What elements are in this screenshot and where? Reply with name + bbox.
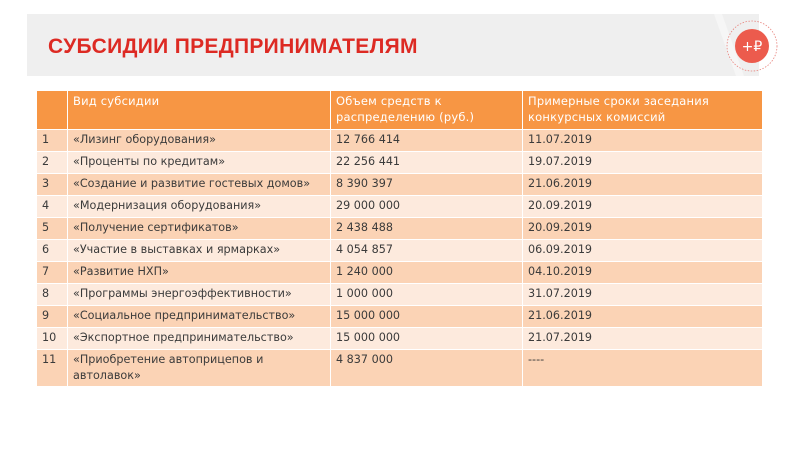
subsidy-amount: 29 000 000 <box>331 196 523 218</box>
subsidy-type: «Проценты по кредитам» <box>68 152 331 174</box>
subsidy-type: «Развитие НХП» <box>68 262 331 284</box>
subsidy-amount: 12 766 414 <box>331 130 523 152</box>
row-number: 1 <box>37 130 68 152</box>
commission-date: ---- <box>523 350 763 387</box>
subsidy-amount: 8 390 397 <box>331 174 523 196</box>
table-row <box>37 152 763 174</box>
table-row <box>37 196 763 218</box>
table-row <box>37 130 763 152</box>
subsidy-type: «Социальное предпринимательство» <box>68 306 331 328</box>
commission-date: 31.07.2019 <box>523 284 763 306</box>
row-number: 9 <box>37 306 68 328</box>
subsidy-type: «Создание и развитие гостевых домов» <box>68 174 331 196</box>
subsidy-type: «Лизинг оборудования» <box>68 130 331 152</box>
table-row <box>37 328 763 350</box>
subsidy-amount: 15 000 000 <box>331 328 523 350</box>
row-number: 5 <box>37 218 68 240</box>
table-row <box>37 284 763 306</box>
table-row <box>37 262 763 284</box>
subsidy-type: «Участие в выставках и ярмарках» <box>68 240 331 262</box>
column-header-number <box>37 91 68 130</box>
row-number: 6 <box>37 240 68 262</box>
subsidy-amount: 2 438 488 <box>331 218 523 240</box>
row-number: 3 <box>37 174 68 196</box>
commission-date: 21.07.2019 <box>523 328 763 350</box>
table-header-row <box>37 91 763 130</box>
commission-date: 04.10.2019 <box>523 262 763 284</box>
table-row <box>37 218 763 240</box>
table-row <box>37 350 763 387</box>
commission-date: 11.07.2019 <box>523 130 763 152</box>
commission-date: 19.07.2019 <box>523 152 763 174</box>
row-number: 10 <box>37 328 68 350</box>
row-number: 8 <box>37 284 68 306</box>
subsidy-type: «Модернизация оборудования» <box>68 196 331 218</box>
commission-date: 21.06.2019 <box>523 174 763 196</box>
commission-date: 20.09.2019 <box>523 196 763 218</box>
row-number: 4 <box>37 196 68 218</box>
commission-date: 21.06.2019 <box>523 306 763 328</box>
subsidy-amount: 15 000 000 <box>331 306 523 328</box>
subsidy-type: «Приобретение автоприцепов и автолавок» <box>68 350 331 387</box>
row-number: 7 <box>37 262 68 284</box>
subsidy-amount: 22 256 441 <box>331 152 523 174</box>
column-header-type: Вид субсидии <box>68 91 331 130</box>
column-header-date: Примерные сроки заседания конкурсных комиссий <box>523 91 763 130</box>
commission-date: 06.09.2019 <box>523 240 763 262</box>
table-row <box>37 306 763 328</box>
subsidy-amount: 4 054 857 <box>331 240 523 262</box>
row-number: 2 <box>37 152 68 174</box>
subsidy-amount: 4 837 000 <box>331 350 523 387</box>
svg-text:+₽: +₽ <box>741 39 763 55</box>
commission-date: 20.09.2019 <box>523 218 763 240</box>
subsidy-amount: 1 240 000 <box>331 262 523 284</box>
row-number: 11 <box>37 350 68 387</box>
table-row <box>37 174 763 196</box>
slide-title: СУБСИДИИ ПРЕДПРИНИМАТЕЛЯМ <box>48 35 418 58</box>
subsidy-amount: 1 000 000 <box>331 284 523 306</box>
subsidy-type: «Программы энергоэффективности» <box>68 284 331 306</box>
subsidy-type: «Экспортное предпринимательство» <box>68 328 331 350</box>
subsidy-type: «Получение сертификатов» <box>68 218 331 240</box>
subsidy-table <box>36 90 763 387</box>
header-decoration <box>708 14 783 76</box>
column-header-amount: Объем средств к распределению (руб.) <box>331 91 523 130</box>
table-row <box>37 240 763 262</box>
